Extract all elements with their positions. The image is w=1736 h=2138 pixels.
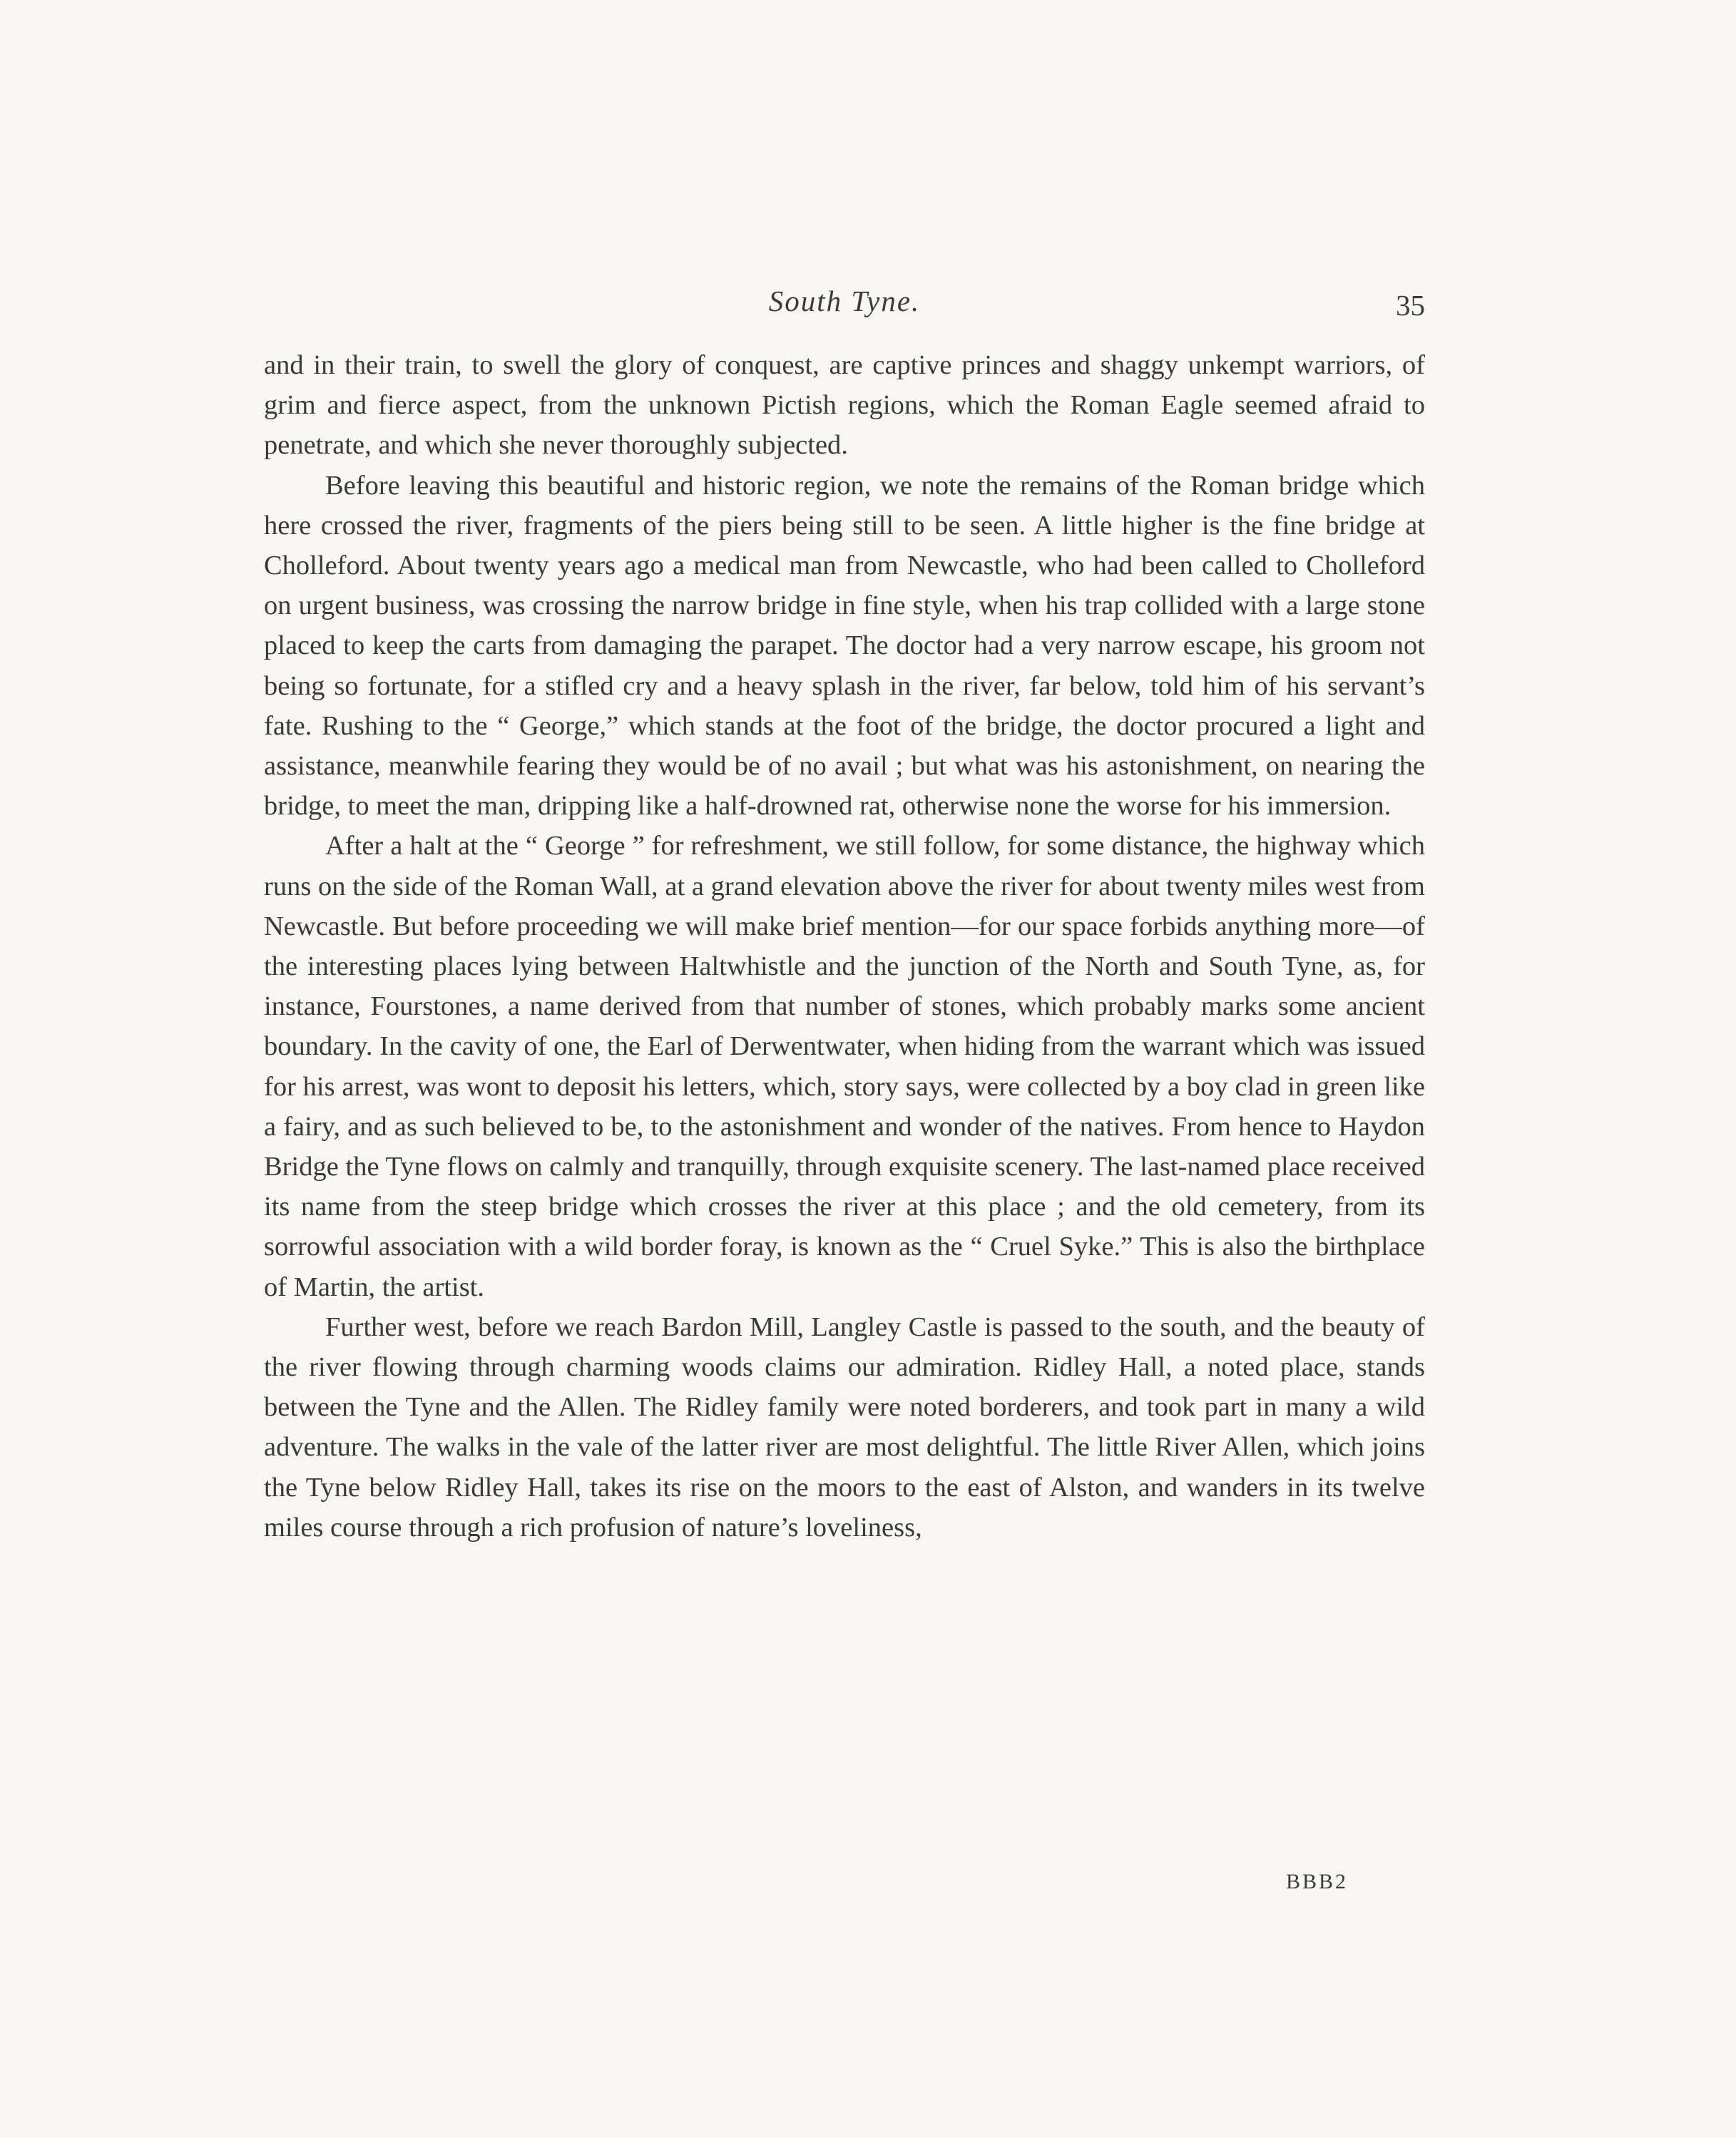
- paragraph: Before leaving this beautiful and historic region, we note the remains of the Roman bridge which here crossed the river, fragments of the piers being still to be seen. A little higher is the fine bridge at Cholleford. About twenty years ago a medical man from Newcastle, who had been called to Cholleford on urgent business, was crossing the narrow bridge in fine style, when his trap collided with a large stone placed to keep the carts from damaging the parapet. The doctor had a very narrow escape, his groom not being so fortunate, for a stifled cry and a heavy splash in the river, far below, told him of his servant’s fate. Rushing to the “ George,” which stands at the foot of the bridge, the doctor procured a light and assistance, meanwhile fearing they would be of no avail ; but what was his astonishment, on nearing the bridge, to meet the man, dripping like a half-drowned rat, otherwise none the worse for his immersion.: [264, 470, 1425, 822]
- paragraph: After a halt at the “ George ” for refreshment, we still follow, for some distance, the highway which runs on the side of the Roman Wall, at a grand elevation above the river for about twenty miles west from Newcastle. But before proceeding we will make brief mention—for our space forbids anything more—of the interesting places lying between Haltwhistle and the junction of the North and South Tyne, as, for instance, Fourstones, a name derived from that number of stones, which probably marks some ancient boundary. In the cavity of one, the Earl of Derwentwater, when hiding from the warrant which was issued for his arrest, was wont to deposit his letters, which, story says, were collected by a boy clad in green like a fairy, and as such believed to be, to the astonishment and wonder of the natives. From hence to Haydon Bridge the Tyne flows on calmly and tranquilly, through exquisite scenery. The last-named place received its name from the steep bridge which crosses the river at this place ; and the old cemetery, from its sorrowful association with a wild border foray, is known as the “ Cruel Syke.” This is also the birthplace of Martin, the artist.: [264, 831, 1425, 1302]
- paragraph: and in their train, to swell the glory of conquest, are captive princes and shaggy unkempt warriors, of grim and fierce aspect, from the unknown Pictish regions, which the Roman Eagle seemed afraid to penetrate, and which she never thoroughly subjected.: [264, 350, 1425, 461]
- signature-mark: BBB2: [1285, 1870, 1348, 1893]
- paragraph: Further west, before we reach Bardon Mill, Langley Castle is passed to the south, and the beauty of the river flowing through charming woods claims our admiration. Ridley Hall, a noted place, stands between the Tyne and the Allen. The Ridley family were noted borderers, and took part in many a wild adventure. The walks in the vale of the latter river are most delightful. The little River Allen, which joins the Tyne below Ridley Hall, takes its rise on the moors to the east of Alston, and wanders in its twelve miles course through a rich profusion of nature’s loveliness,: [264, 1311, 1425, 1543]
- body-text: [264, 345, 1425, 1548]
- page-number: 35: [1396, 289, 1425, 322]
- page-header: [264, 284, 1425, 327]
- running-title: South Tyne.: [768, 285, 921, 317]
